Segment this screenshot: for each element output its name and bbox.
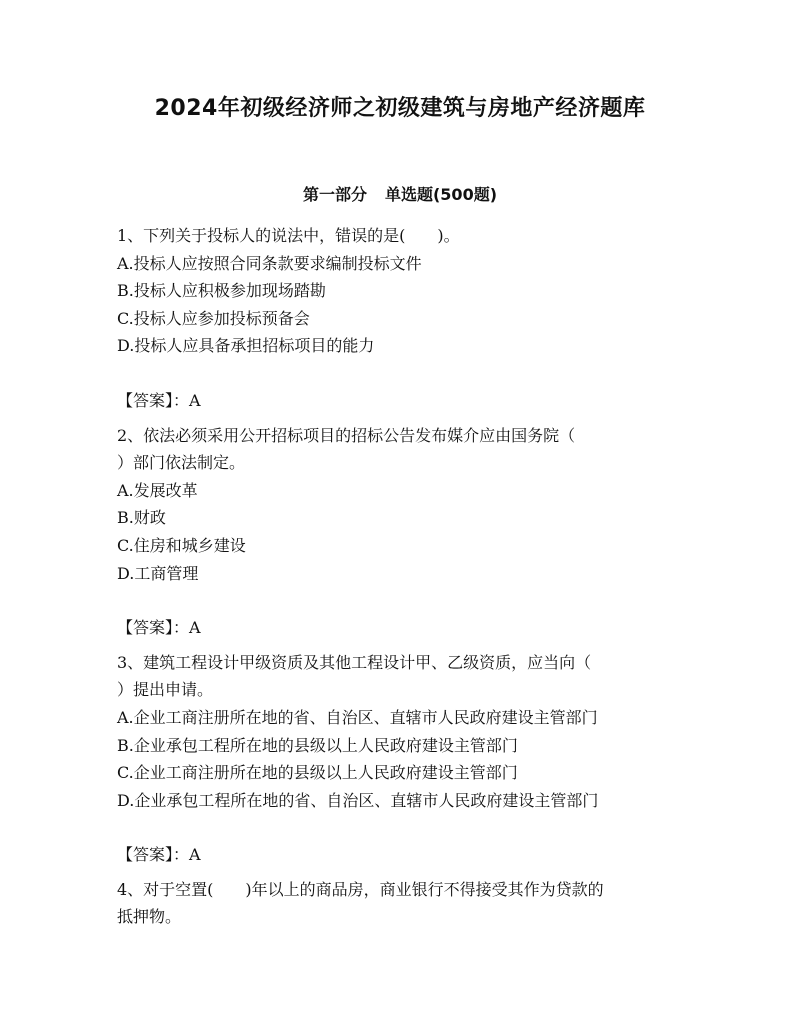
option-a: A.投标人应按照合同条款要求编制投标文件 <box>117 253 422 273</box>
option-c: C.投标人应参加投标预备会 <box>117 308 310 328</box>
section-heading <box>0 182 800 208</box>
question-stem-line: ）部门依法制定。 <box>117 453 246 473</box>
option-c: C.企业工商注册所在地的县级以上人民政府建设主管部门 <box>117 763 518 783</box>
option-b: B.财政 <box>117 508 166 528</box>
option-b: B.投标人应积极参加现场踏勘 <box>117 281 326 301</box>
section-part: 第一部分 <box>302 185 367 204</box>
answer-value: A <box>189 845 201 865</box>
option-c: C.住房和城乡建设 <box>117 535 246 555</box>
answer-value: A <box>189 618 201 638</box>
question-stem-line: 2、依法必须采用公开招标项目的招标公告发布媒介应由国务院（ <box>117 425 576 445</box>
document-title: 2024年初级经济师之初级建筑与房地产经济题库 <box>154 96 646 121</box>
answer-line <box>117 614 677 642</box>
question-stem-line: 4、对于空置( )年以上的商品房，商业银行不得接受其作为贷款的 <box>117 879 604 899</box>
option-a: A.企业工商注册所在地的省、自治区、直辖市人民政府建设主管部门 <box>117 707 598 727</box>
option-d: D.企业承包工程所在地的省、自治区、直辖市人民政府建设主管部门 <box>117 790 599 810</box>
option-d: D.工商管理 <box>117 563 199 583</box>
question-stem-line: 抵押物。 <box>117 907 182 927</box>
answer-label: 【答案】： <box>117 845 190 865</box>
question-stem-line: ）提出申请。 <box>117 680 214 700</box>
question-2 <box>117 422 677 642</box>
question-stem-line: 3、建筑工程设计甲级资质及其他工程设计甲、乙级资质，应当向（ <box>117 652 592 672</box>
option-b: B.企业承包工程所在地的县级以上人民政府建设主管部门 <box>117 735 518 755</box>
answer-value: A <box>189 390 201 410</box>
answer-label: 【答案】： <box>117 618 190 638</box>
answer-line <box>117 387 677 415</box>
answer-label: 【答案】： <box>117 390 190 410</box>
question-list <box>117 222 677 931</box>
question-1 <box>117 222 677 415</box>
question-4 <box>117 876 677 931</box>
section-name: 单选题(500题) <box>384 185 498 204</box>
question-stem-line: 1、下列关于投标人的说法中，错误的是( )。 <box>117 226 460 245</box>
question-3 <box>117 649 677 869</box>
option-d: D.投标人应具备承担招标项目的能力 <box>117 336 375 356</box>
answer-line <box>117 841 677 869</box>
option-a: A.发展改革 <box>117 480 198 500</box>
